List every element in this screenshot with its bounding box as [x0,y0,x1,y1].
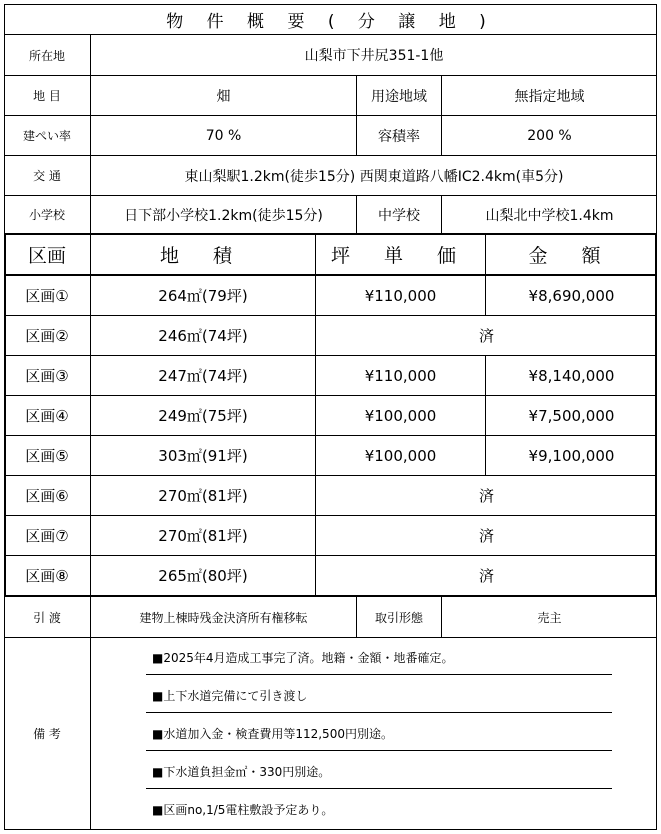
lot-price: ¥100,000 [364,406,437,425]
transport-label: 交 通 [33,169,61,183]
lot-header: 区画 [27,245,66,267]
lot-name: 区画④ [25,407,69,425]
junior-high-value: 山梨北中学校1.4km [485,207,614,224]
note-underline [146,674,612,675]
zoning-label: 用途地域 [371,88,427,105]
floor-area-ratio-label: 容積率 [378,128,420,145]
remark-note: ■水道加入金・検査費用等112,500円別途。 [152,727,393,741]
lot-sold-status: 済 [478,327,494,345]
lot-price: ¥110,000 [364,366,437,385]
lot-area: 303㎡(91坪) [158,447,248,465]
note-underline [146,712,612,713]
lot-name: 区画⑤ [25,447,69,465]
border [4,829,657,830]
lot-sold-status: 済 [478,567,494,585]
floor-area-ratio-value: 200 % [527,127,572,144]
remark-note: ■上下水道完備にて引き渡し [152,689,308,703]
delivery-label: 引 渡 [33,610,61,625]
lot-area: 246㎡(74坪) [158,327,248,345]
lot-area: 270㎡(81坪) [158,527,248,545]
elementary-school-label: 小学校 [28,208,65,222]
delivery-value: 建物上棟時残金決済所有権移転 [139,610,308,625]
lot-area: 249㎡(75坪) [158,407,248,425]
lot-amount: ¥9,100,000 [528,446,615,465]
lot-price: ¥110,000 [364,286,437,305]
note-underline [146,750,612,751]
location-label: 所在地 [28,48,65,63]
remark-note: ■下水道負担金㎡・330円別途。 [152,765,331,779]
lot-name: 区画⑥ [25,487,69,505]
divider [4,637,657,638]
transaction-type-label: 取引形態 [374,610,423,625]
lot-price: ¥100,000 [364,446,437,465]
location-value: 山梨市下井尻351-1他 [304,48,444,64]
lot-sold-status: 済 [478,527,494,545]
building-coverage-label: 建ぺい率 [22,129,71,143]
building-coverage-value: 70 % [205,127,242,144]
lot-name: 区画⑦ [25,527,69,545]
land-category-label: 地 目 [33,89,61,103]
remarks-label: 備 考 [33,727,61,741]
property-summary-sheet [4,4,657,830]
remark-note: ■2025年4月造成工事完了済。地籍・金額・地番確定。 [152,651,454,665]
transaction-type-value: 売主 [537,610,562,625]
lot-area: 265㎡(80坪) [158,567,248,585]
page-title: 物 件 概 要 ( 分 譲 地 ) [166,11,495,32]
lot-name: 区画③ [25,367,69,385]
junior-high-label: 中学校 [378,207,420,224]
lot-amount: ¥7,500,000 [528,406,615,425]
lot-amount: ¥8,140,000 [528,366,615,385]
note-underline [146,788,612,789]
tsubo-price-header: 坪 単 価 [330,245,471,267]
lot-name: 区画① [25,287,69,305]
lot-area: 247㎡(74坪) [158,367,248,385]
lot-area: 264㎡(79坪) [158,287,248,305]
zoning-value: 無指定地域 [514,88,585,105]
area-header: 地 積 [159,245,247,267]
lot-sold-status: 済 [478,487,494,505]
land-category-value: 畑 [216,88,231,105]
transport-value: 東山梨駅1.2km(徒歩15分) 西関東道路八幡IC2.4km(車5分) [184,168,564,185]
elementary-school-value: 日下部小学校1.2km(徒歩15分) [124,207,323,224]
amount-header: 金 額 [528,245,615,267]
remark-note: ■区画no,1/5電柱敷設予定あり。 [152,803,334,817]
lot-name: 区画② [25,327,69,345]
lot-name: 区画⑧ [25,567,69,585]
lot-area: 270㎡(81坪) [158,487,248,505]
lot-amount: ¥8,690,000 [528,286,615,305]
